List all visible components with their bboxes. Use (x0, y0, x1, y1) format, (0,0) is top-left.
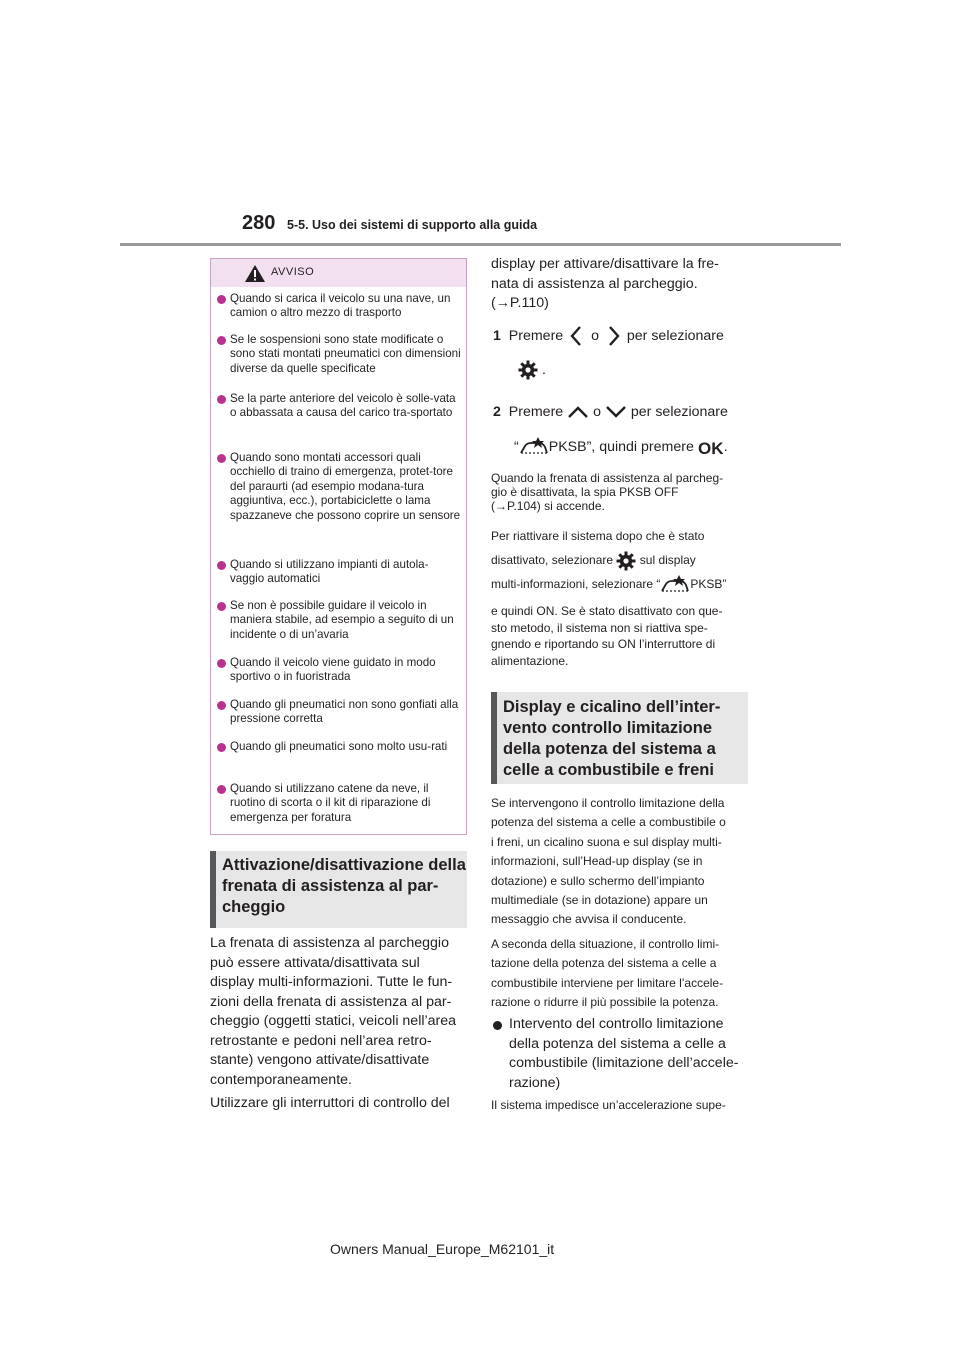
last-line: Il sistema impedisce un’accelerazione supe- (491, 1098, 726, 1112)
bullet-icon (217, 602, 226, 611)
pksb-car-icon (519, 437, 549, 457)
svg-text:OK: OK (697, 439, 724, 456)
footer-manual-id: Owners Manual_Europe_M62101_it (330, 1241, 555, 1257)
header-rule (120, 243, 841, 246)
step-1-settings: . (518, 360, 546, 380)
section-heading-display-buzzer: Display e cicalino dell’inter- vento controllo limitazione della potenza del sistema a celle a combustibile e freni (491, 692, 748, 784)
page-number: 280 (242, 212, 276, 234)
step-1: 1 Premere o per selezionare (493, 325, 753, 347)
bullet-acceleration-limit: Intervento del controllo limitazione della potenza del sistema a celle a combustibile (limitazione dell’accele- razione) (493, 1015, 755, 1093)
bullet-icon (217, 659, 226, 668)
warning-item: Quando si carica il veicolo su una nave, un camion o altro mezzo di trasporto (217, 292, 462, 321)
gear-icon (616, 551, 636, 571)
warning-item: Se non è possibile guidare il veicolo in maniera stabile, ad esempio a seguito di un incidente o di un’avaria (217, 599, 462, 642)
warning-item: Quando il veicolo viene guidato in modo sportivo o in fuoristrada (217, 656, 462, 685)
bullet-icon (217, 336, 226, 345)
section-heading-activation: Attivazione/disattivazione della frenata di assistenza al par- cheggio (210, 851, 467, 928)
bullet-icon (217, 395, 226, 404)
warning-item: Se la parte anteriore del veicolo è solle-vata o abbassata a causa del carico tra-sportato (217, 392, 462, 421)
bullet-icon (217, 295, 226, 304)
bullet-icon (217, 454, 226, 463)
warning-item: Quando si utilizzano impianti di autola-vaggio automatici (217, 558, 462, 587)
warning-box (210, 258, 467, 835)
section-title: 5-5. Uso dei sistemi di supporto alla guida (287, 218, 538, 232)
step-2-selection: “ PKSB”, quindi premere OK . (514, 438, 728, 456)
warning-triangle-icon (244, 264, 266, 283)
display-paragraph: Se intervengono il controllo limitazione della potenza del sistema a celle a combustibile o i freni, un cicalino suona e sul display multi- informazioni, sull’Head-up display (se in dotazione) e sullo schermo dell’impianto multimediale (se in dotazione) appare un messaggio che avvisa il conducente. (491, 796, 726, 927)
activation-paragraph: La frenata di assistenza al parcheggio può essere attivata/disattivata sul display multi-informazioni. Tutte le fun- zioni della frenata di assistenza al par- cheggio (oggetti statici, veicoli nell’area retrostante e pedoni nell’area retro- stante) vengono attivate/disattivate contemporaneamente. (210, 935, 457, 1088)
warning-header (211, 259, 466, 287)
bullet-icon (217, 785, 226, 794)
warning-item: Quando gli pneumatici sono molto usu-rati (217, 740, 462, 754)
warning-item: Quando sono montati accessori quali occhiello di traino di emergenza, protet-tore del paraurti (ad esempio modana-tura aggiuntiva, ecc.), portabiciclette o lama spazzaneve che possono coprire un sensore (217, 451, 462, 523)
bullet-icon (217, 561, 226, 570)
chevron-right-icon (603, 325, 623, 347)
warning-item: Quando si utilizzano catene da neve, il ruotino di scorta o il kit di riparazione di emergenza per foratura (217, 782, 462, 825)
note-reactivate: Per riattivare il sistema dopo che è stato disattivato, selezionare sul display multi-informazioni, selezionare “ PKSB” (491, 524, 753, 596)
warning-title: AVVISO (271, 266, 315, 278)
pksb-car-icon (660, 575, 690, 595)
bullet-icon (493, 1021, 502, 1030)
activation-paragraph-2: Utilizzare gli interruttori di controllo del (210, 1095, 450, 1111)
continuation-text: display per attivare/disattivare la fre- nata di assistenza al parcheggio. (→P.110) (491, 256, 719, 311)
warning-item: Quando gli pneumatici non sono gonfiati alla pressione corretta (217, 698, 462, 727)
bullet-icon (217, 701, 226, 710)
situation-paragraph: A seconda della situazione, il controllo limi- tazione della potenza del sistema a celle a combustibile interviene per limitare l’accele- razione o ridurre il più possibile la potenza. (491, 937, 724, 1010)
ok-button-icon (698, 438, 724, 456)
gear-icon (518, 360, 538, 380)
bullet-icon (217, 743, 226, 752)
chevron-down-icon (605, 404, 627, 420)
step-2: 2 Premere o per selezionare (493, 404, 728, 420)
note-pksb-off: Quando la frenata di assistenza al parcheg- gio è disattivata, la spia PKSB OFF (→P.104) si accende. (491, 471, 724, 513)
warning-item: Se le sospensioni sono state modificate o sono stati montati pneumatici con dimensioni diverse da quelle specificate (217, 333, 462, 376)
chevron-left-icon (567, 325, 587, 347)
chevron-up-icon (567, 404, 589, 420)
note-reactivate-cont: e quindi ON. Se è stato disattivato con que- sto metodo, il sistema non si riattiva spe- gnendo e riportando su ON l’interruttore di alimentazione. (491, 604, 723, 668)
